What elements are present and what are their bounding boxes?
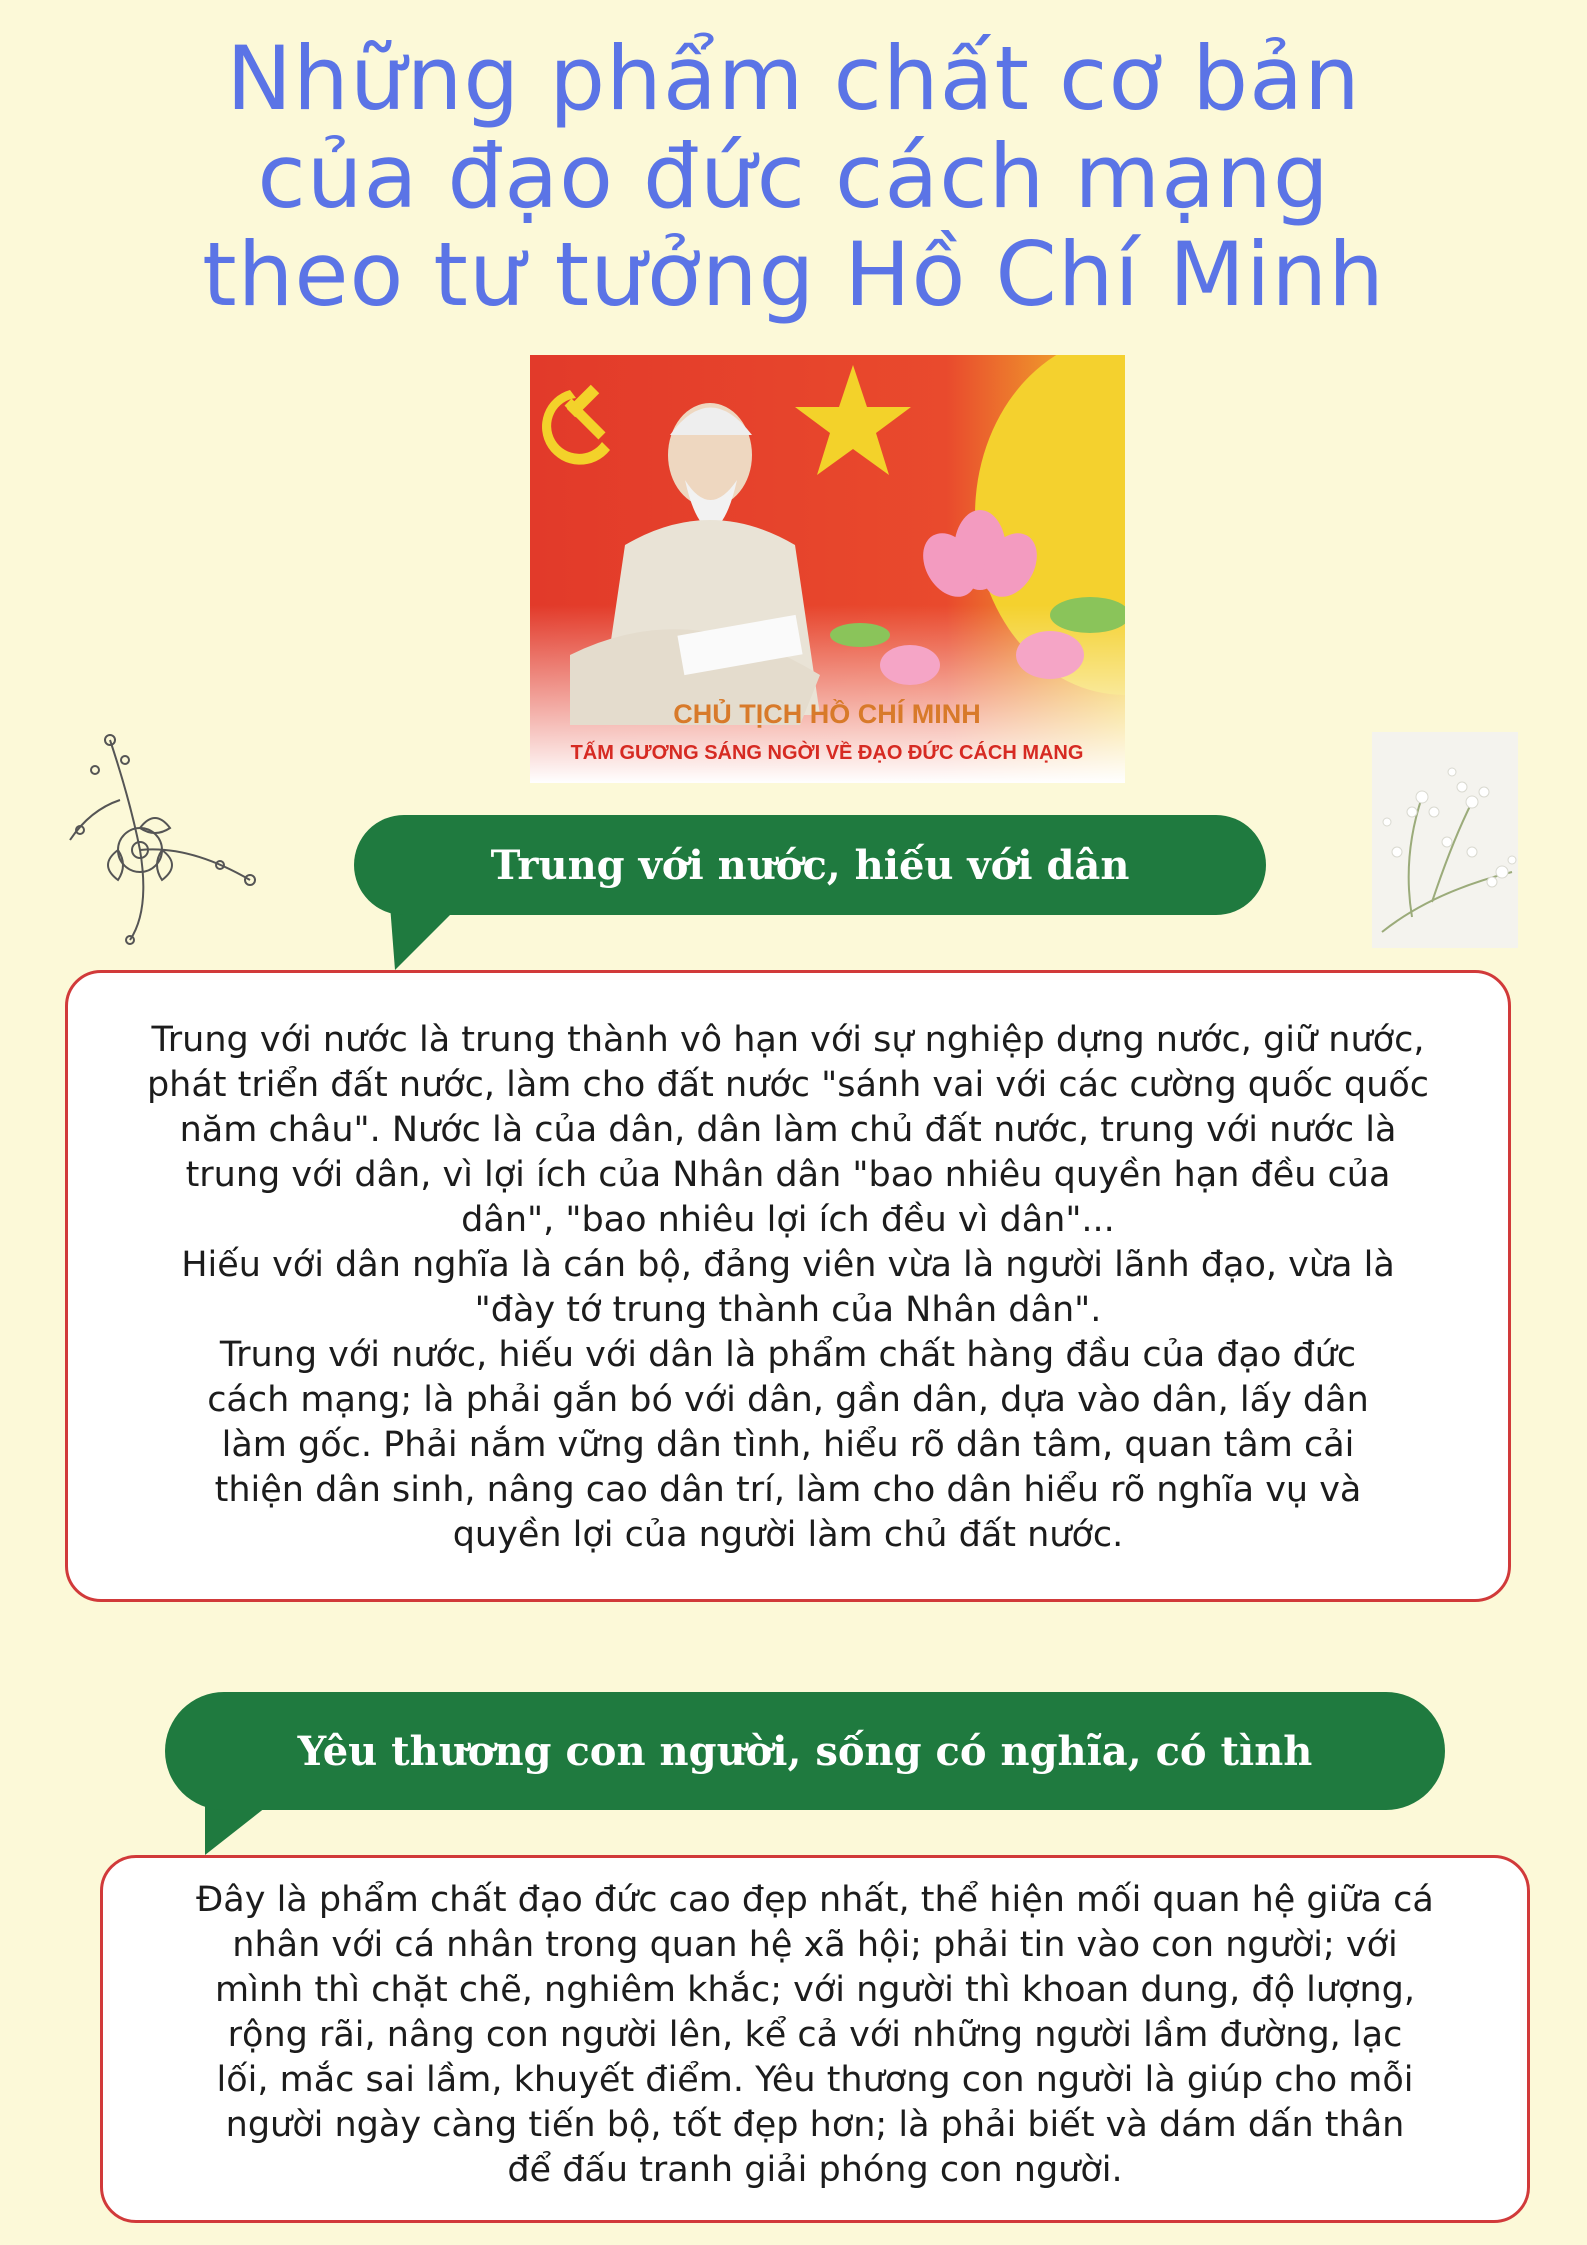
decorative-flower-left-icon (50, 730, 270, 950)
section-body-loyalty-text: Trung với nước là trung thành vô hạn với sự nghiệp dựng nước, giữ nước, phát triển đất nước, làm cho đất nước "sánh vai với các cường quốc quốc năm châu". Nước là của dân, dân làm chủ đất nước, trung với nước là trung với dân, vì lợi ích của Nhân dân "bao nhiêu quyền hạn đều của dân", "bao nhiêu lợi ích đều vì dân"... Hiếu với dân nghĩa là cán bộ, đảng viên vừa là người lãnh đạo, vừa là "đày tớ trung thành của Nhân dân". Trung với nước, hiếu với dân là phẩm chất hàng đầu của đạo đức cách mạng; là phải gắn bó với dân, gần dân, dựa vào dân, lấy dân làm gốc. Phải nắm vững dân tình, hiểu rõ dân tâm, quan tâm cải thiện dân sinh, nâng cao dân trí, làm cho dân hiểu rõ nghĩa vụ và quyền lợi của người làm chủ đất nước. (146, 1020, 1430, 1555)
page-title (0, 27, 1587, 326)
title-line-3: theo tư tưởng Hồ Chí Minh (202, 223, 1385, 326)
ho-chi-minh-poster (530, 355, 1125, 783)
section-heading-loyalty-text: Trung với nước, hiếu với dân (490, 841, 1130, 889)
babys-breath-flower-icon (1372, 732, 1518, 948)
section-heading-love-people-text: Yêu thương con người, sống có nghĩa, có tình (297, 1727, 1313, 1775)
section-heading-loyalty (354, 815, 1266, 915)
poster-line-1: CHỦ TỊCH HỒ CHÍ MINH (673, 699, 981, 729)
section-heading-love-people (165, 1692, 1445, 1810)
title-line-1: Những phẩm chất cơ bản (226, 27, 1361, 130)
section-body-love-people (100, 1855, 1530, 2223)
section-body-love-people-text: Đây là phẩm chất đạo đức cao đẹp nhất, thể hiện mối quan hệ giữa cá nhân với cá nhân trong quan hệ xã hội; phải tin vào con người; với mình thì chặt chẽ, nghiêm khắc; với người thì khoan dung, độ lượng, rộng rãi, nâng con người lên, kể cả với những người lầm đường, lạc lối, mắc sai lầm, khuyết điểm. Yêu thương con người là giúp cho mỗi người ngày càng tiến bộ, tốt đẹp hơn; là phải biết và dám dấn thân để đấu tranh giải phóng con người. (196, 1880, 1434, 2190)
poster-line-2: TẤM GƯƠNG SÁNG NGỜI VỀ ĐẠO ĐỨC CÁCH MẠNG (570, 742, 1084, 764)
section-body-loyalty (65, 970, 1511, 1602)
title-line-2: của đạo đức cách mạng (257, 125, 1330, 228)
